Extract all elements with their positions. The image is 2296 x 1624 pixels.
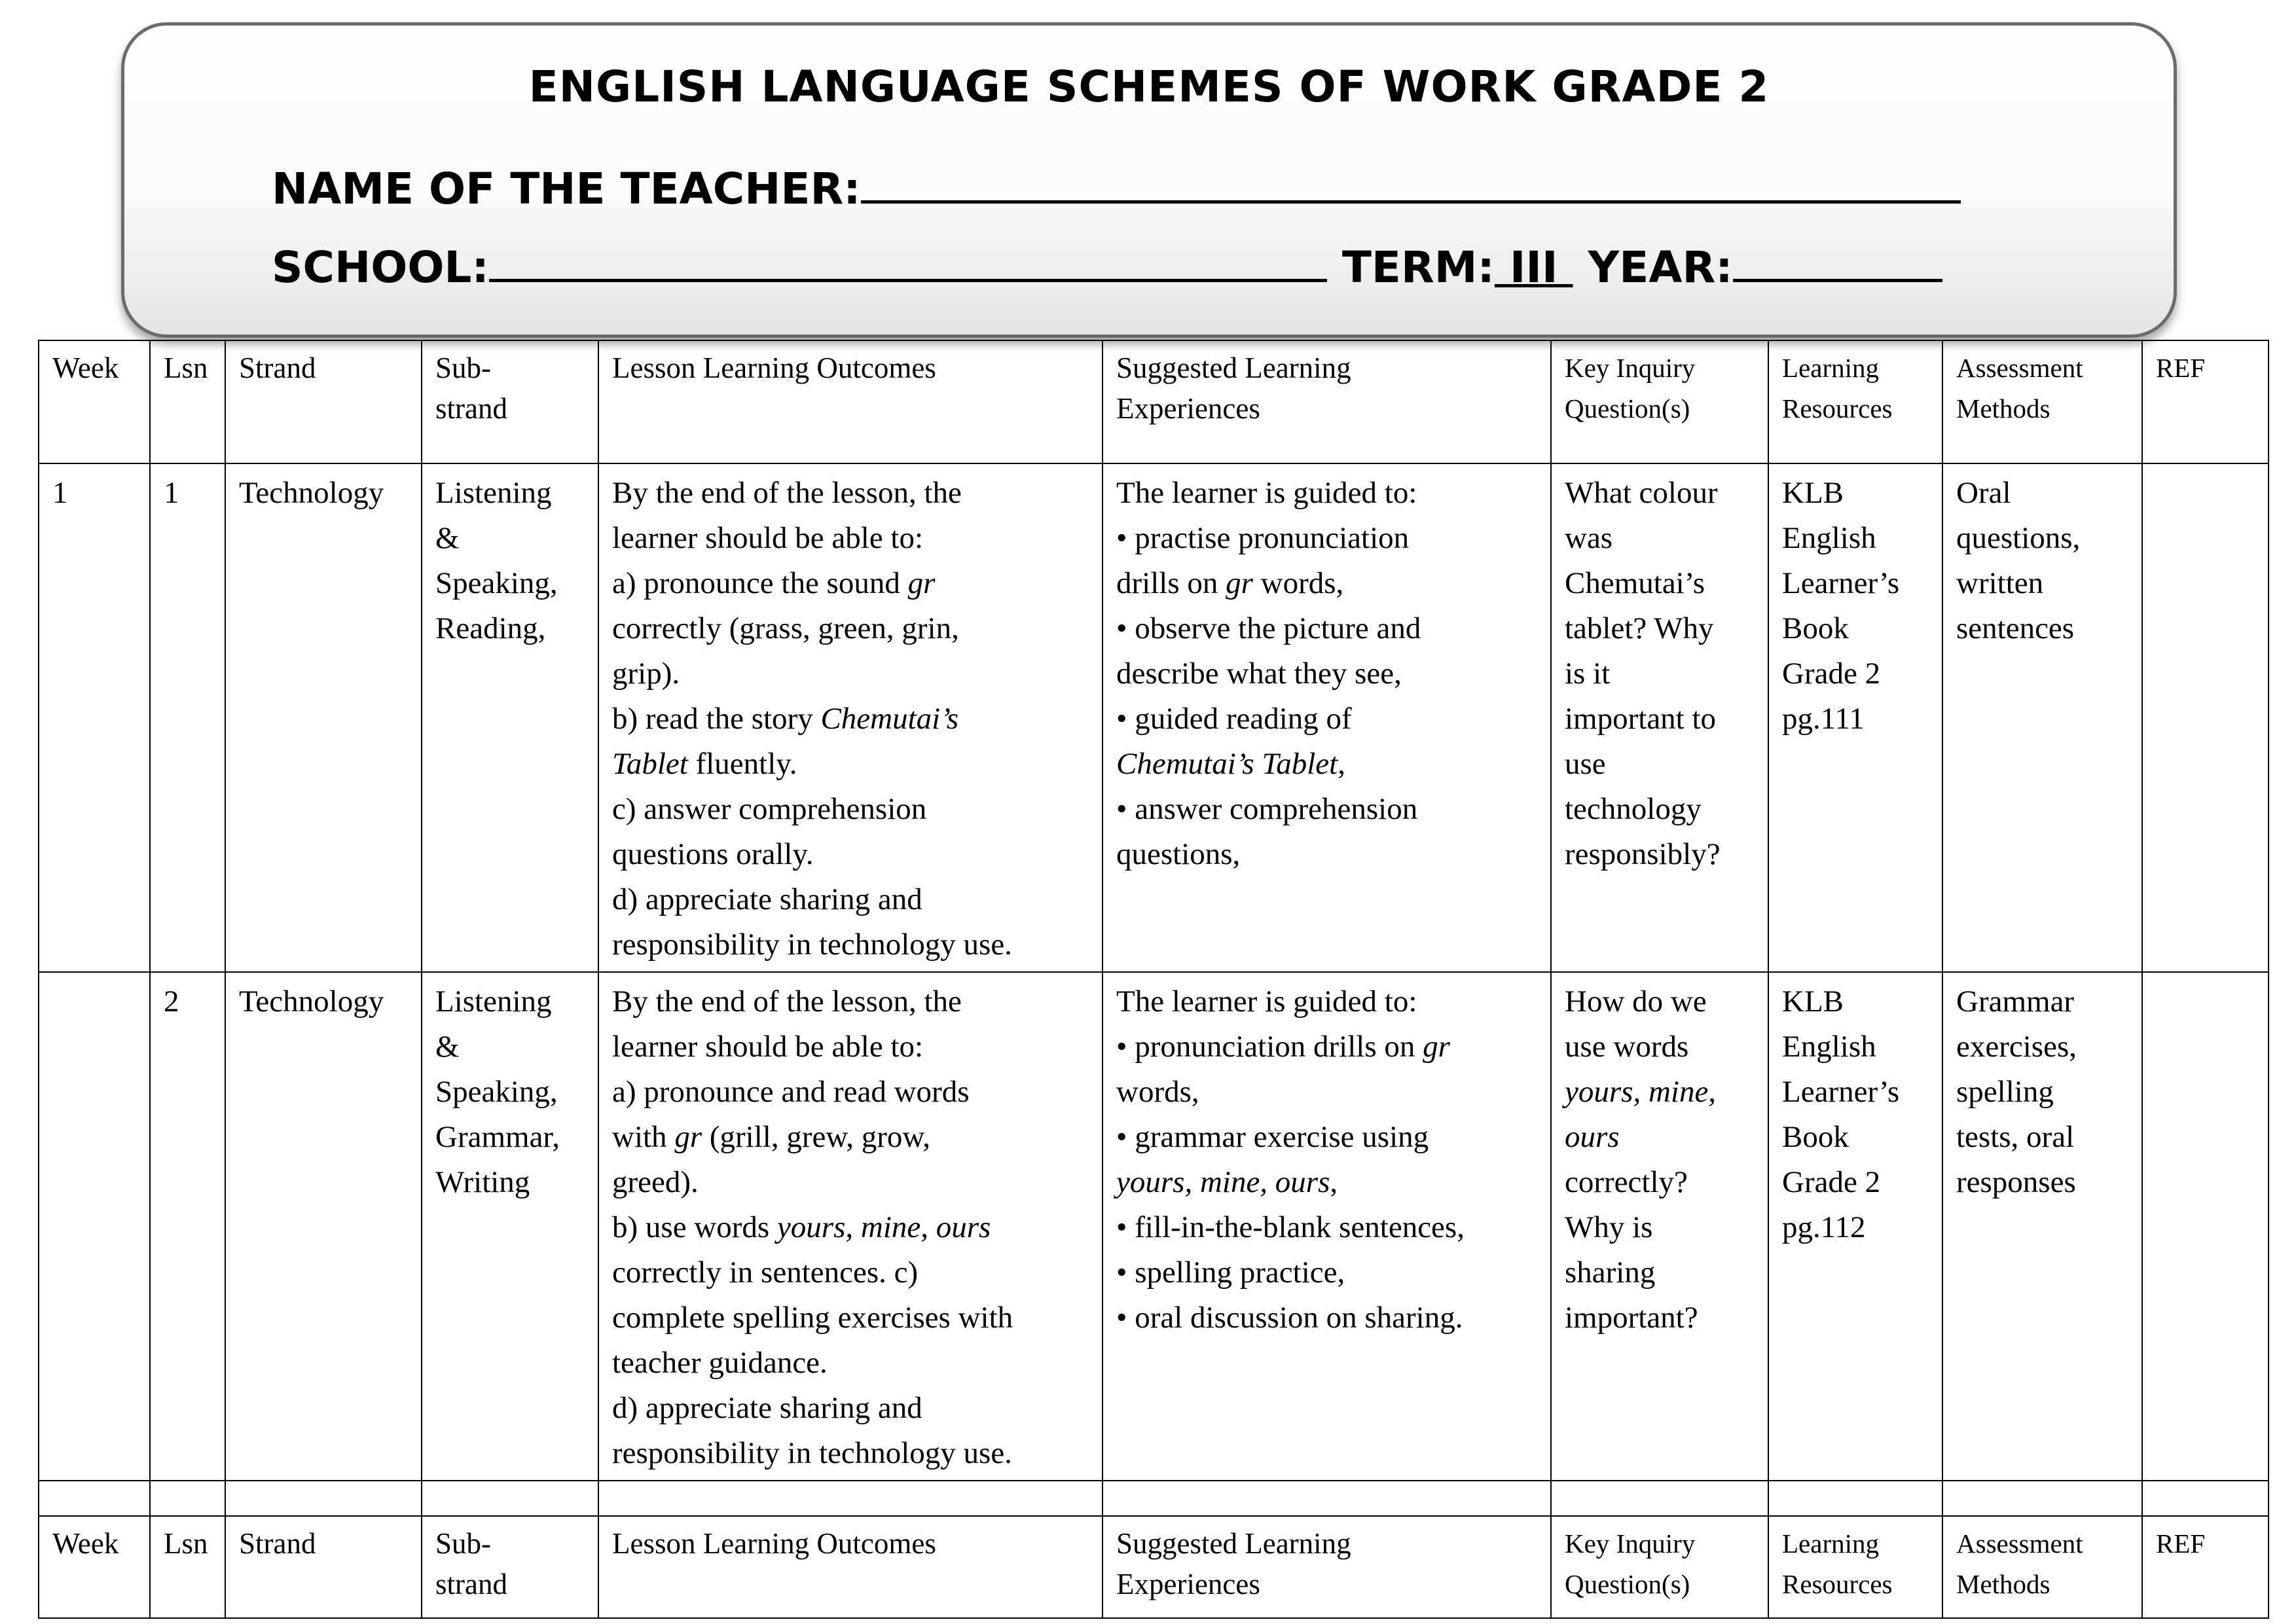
table-row xyxy=(39,972,2269,1481)
header-ref: REF xyxy=(2142,1516,2269,1618)
cell-resources: KLB English Learner’s Book Grade 2 pg.111 xyxy=(1768,463,1942,972)
cell-assessment: Oral questions, written sentences xyxy=(1942,463,2142,972)
empty-cell[interactable] xyxy=(150,1481,225,1516)
cell-experiences: The learner is guided to: • practise pronunciation drills on gr words, • observe the picture and describe what they see, • guided reading of Chemutai’s Tablet, • answer comprehension questions, xyxy=(1102,463,1551,972)
cell-outcomes: By the end of the lesson, the learner should be able to: a) pronounce the sound gr correctly (grass, green, grin, grip). b) read the story Chemutai’s Tablet fluently. c) answer comprehension questions orally. d) appreciate sharing and responsibility in technology use. xyxy=(598,463,1102,972)
cell-ref[interactable] xyxy=(2142,972,2269,1481)
school-name-field[interactable] xyxy=(489,238,1327,282)
header-assessment: Assessment Methods xyxy=(1942,1516,2142,1618)
header-inquiry: Key Inquiry Question(s) xyxy=(1551,340,1768,463)
empty-cell[interactable] xyxy=(1102,1481,1551,1516)
cell-inquiry: How do we use words yours, mine, ours correctly? Why is sharing important? xyxy=(1551,972,1768,1481)
empty-cell[interactable] xyxy=(1551,1481,1768,1516)
term-label: TERM: xyxy=(1341,242,1495,293)
cell-week: 1 xyxy=(39,463,150,972)
cell-outcomes: By the end of the lesson, the learner should be able to: a) pronounce and read words with gr (grill, grew, grow, greed). b) use words yours, mine, ours correctly in sentences. c) complete spelling exercises with teacher guidance. d) appreciate sharing and responsibility in technology use. xyxy=(598,972,1102,1481)
cell-resources: KLB English Learner’s Book Grade 2 pg.112 xyxy=(1768,972,1942,1481)
term-value: III xyxy=(1509,242,1558,293)
table-row xyxy=(39,463,2269,972)
cell-strand: Technology xyxy=(225,463,422,972)
empty-cell[interactable] xyxy=(1768,1481,1942,1516)
scheme-table xyxy=(38,340,2269,1619)
year-label: YEAR: xyxy=(1588,242,1733,293)
header-sub-strand: Sub- strand xyxy=(422,1516,598,1618)
school-term-year-line xyxy=(272,238,2043,293)
empty-cell[interactable] xyxy=(422,1481,598,1516)
teacher-label: NAME OF THE TEACHER: xyxy=(272,164,861,214)
header-week: Week xyxy=(39,340,150,463)
empty-cell[interactable] xyxy=(39,1481,150,1516)
header-inquiry: Key Inquiry Question(s) xyxy=(1551,1516,1768,1618)
header-strand: Strand xyxy=(225,1516,422,1618)
header-outcomes: Lesson Learning Outcomes xyxy=(598,1516,1102,1618)
cell-sub-strand: Listening & Speaking, Reading, xyxy=(422,463,598,972)
cell-sub-strand: Listening & Speaking, Grammar, Writing xyxy=(422,972,598,1481)
table-header-row-repeat xyxy=(39,1516,2269,1618)
year-field[interactable] xyxy=(1733,238,1942,282)
header-outcomes: Lesson Learning Outcomes xyxy=(598,340,1102,463)
header-sub-strand: Sub- strand xyxy=(422,340,598,463)
cell-inquiry: What colour was Chemutai’s tablet? Why is it important to use technology responsibly? xyxy=(1551,463,1768,972)
document-header xyxy=(121,22,2177,338)
empty-cell[interactable] xyxy=(2142,1481,2269,1516)
header-experiences: Suggested Learning Experiences xyxy=(1102,1516,1551,1618)
empty-cell[interactable] xyxy=(1942,1481,2142,1516)
teacher-name-field[interactable] xyxy=(861,160,1961,204)
document-title: ENGLISH LANGUAGE SCHEMES OF WORK GRADE 2 xyxy=(528,62,1770,112)
header-assessment: Assessment Methods xyxy=(1942,340,2142,463)
cell-lsn: 2 xyxy=(150,972,225,1481)
table-header-row xyxy=(39,340,2269,463)
cell-ref[interactable] xyxy=(2142,463,2269,972)
header-resources: Learning Resources xyxy=(1768,1516,1942,1618)
header-lsn: Lsn xyxy=(150,340,225,463)
cell-assessment: Grammar exercises, spelling tests, oral responses xyxy=(1942,972,2142,1481)
teacher-line xyxy=(272,160,2043,214)
header-strand: Strand xyxy=(225,340,422,463)
header-experiences: Suggested Learning Experiences xyxy=(1102,340,1551,463)
header-lsn: Lsn xyxy=(150,1516,225,1618)
school-label: SCHOOL: xyxy=(272,242,489,293)
header-resources: Learning Resources xyxy=(1768,340,1942,463)
empty-cell[interactable] xyxy=(598,1481,1102,1516)
empty-cell[interactable] xyxy=(225,1481,422,1516)
header-week: Week xyxy=(39,1516,150,1618)
cell-lsn: 1 xyxy=(150,463,225,972)
cell-experiences: The learner is guided to: • pronunciation drills on gr words, • grammar exercise using yours, mine, ours, • fill-in-the-blank sentences, • spelling practice, • oral discussion on sharing. xyxy=(1102,972,1551,1481)
cell-strand: Technology xyxy=(225,972,422,1481)
cell-week xyxy=(39,972,150,1481)
header-ref: REF xyxy=(2142,340,2269,463)
empty-row xyxy=(39,1481,2269,1516)
